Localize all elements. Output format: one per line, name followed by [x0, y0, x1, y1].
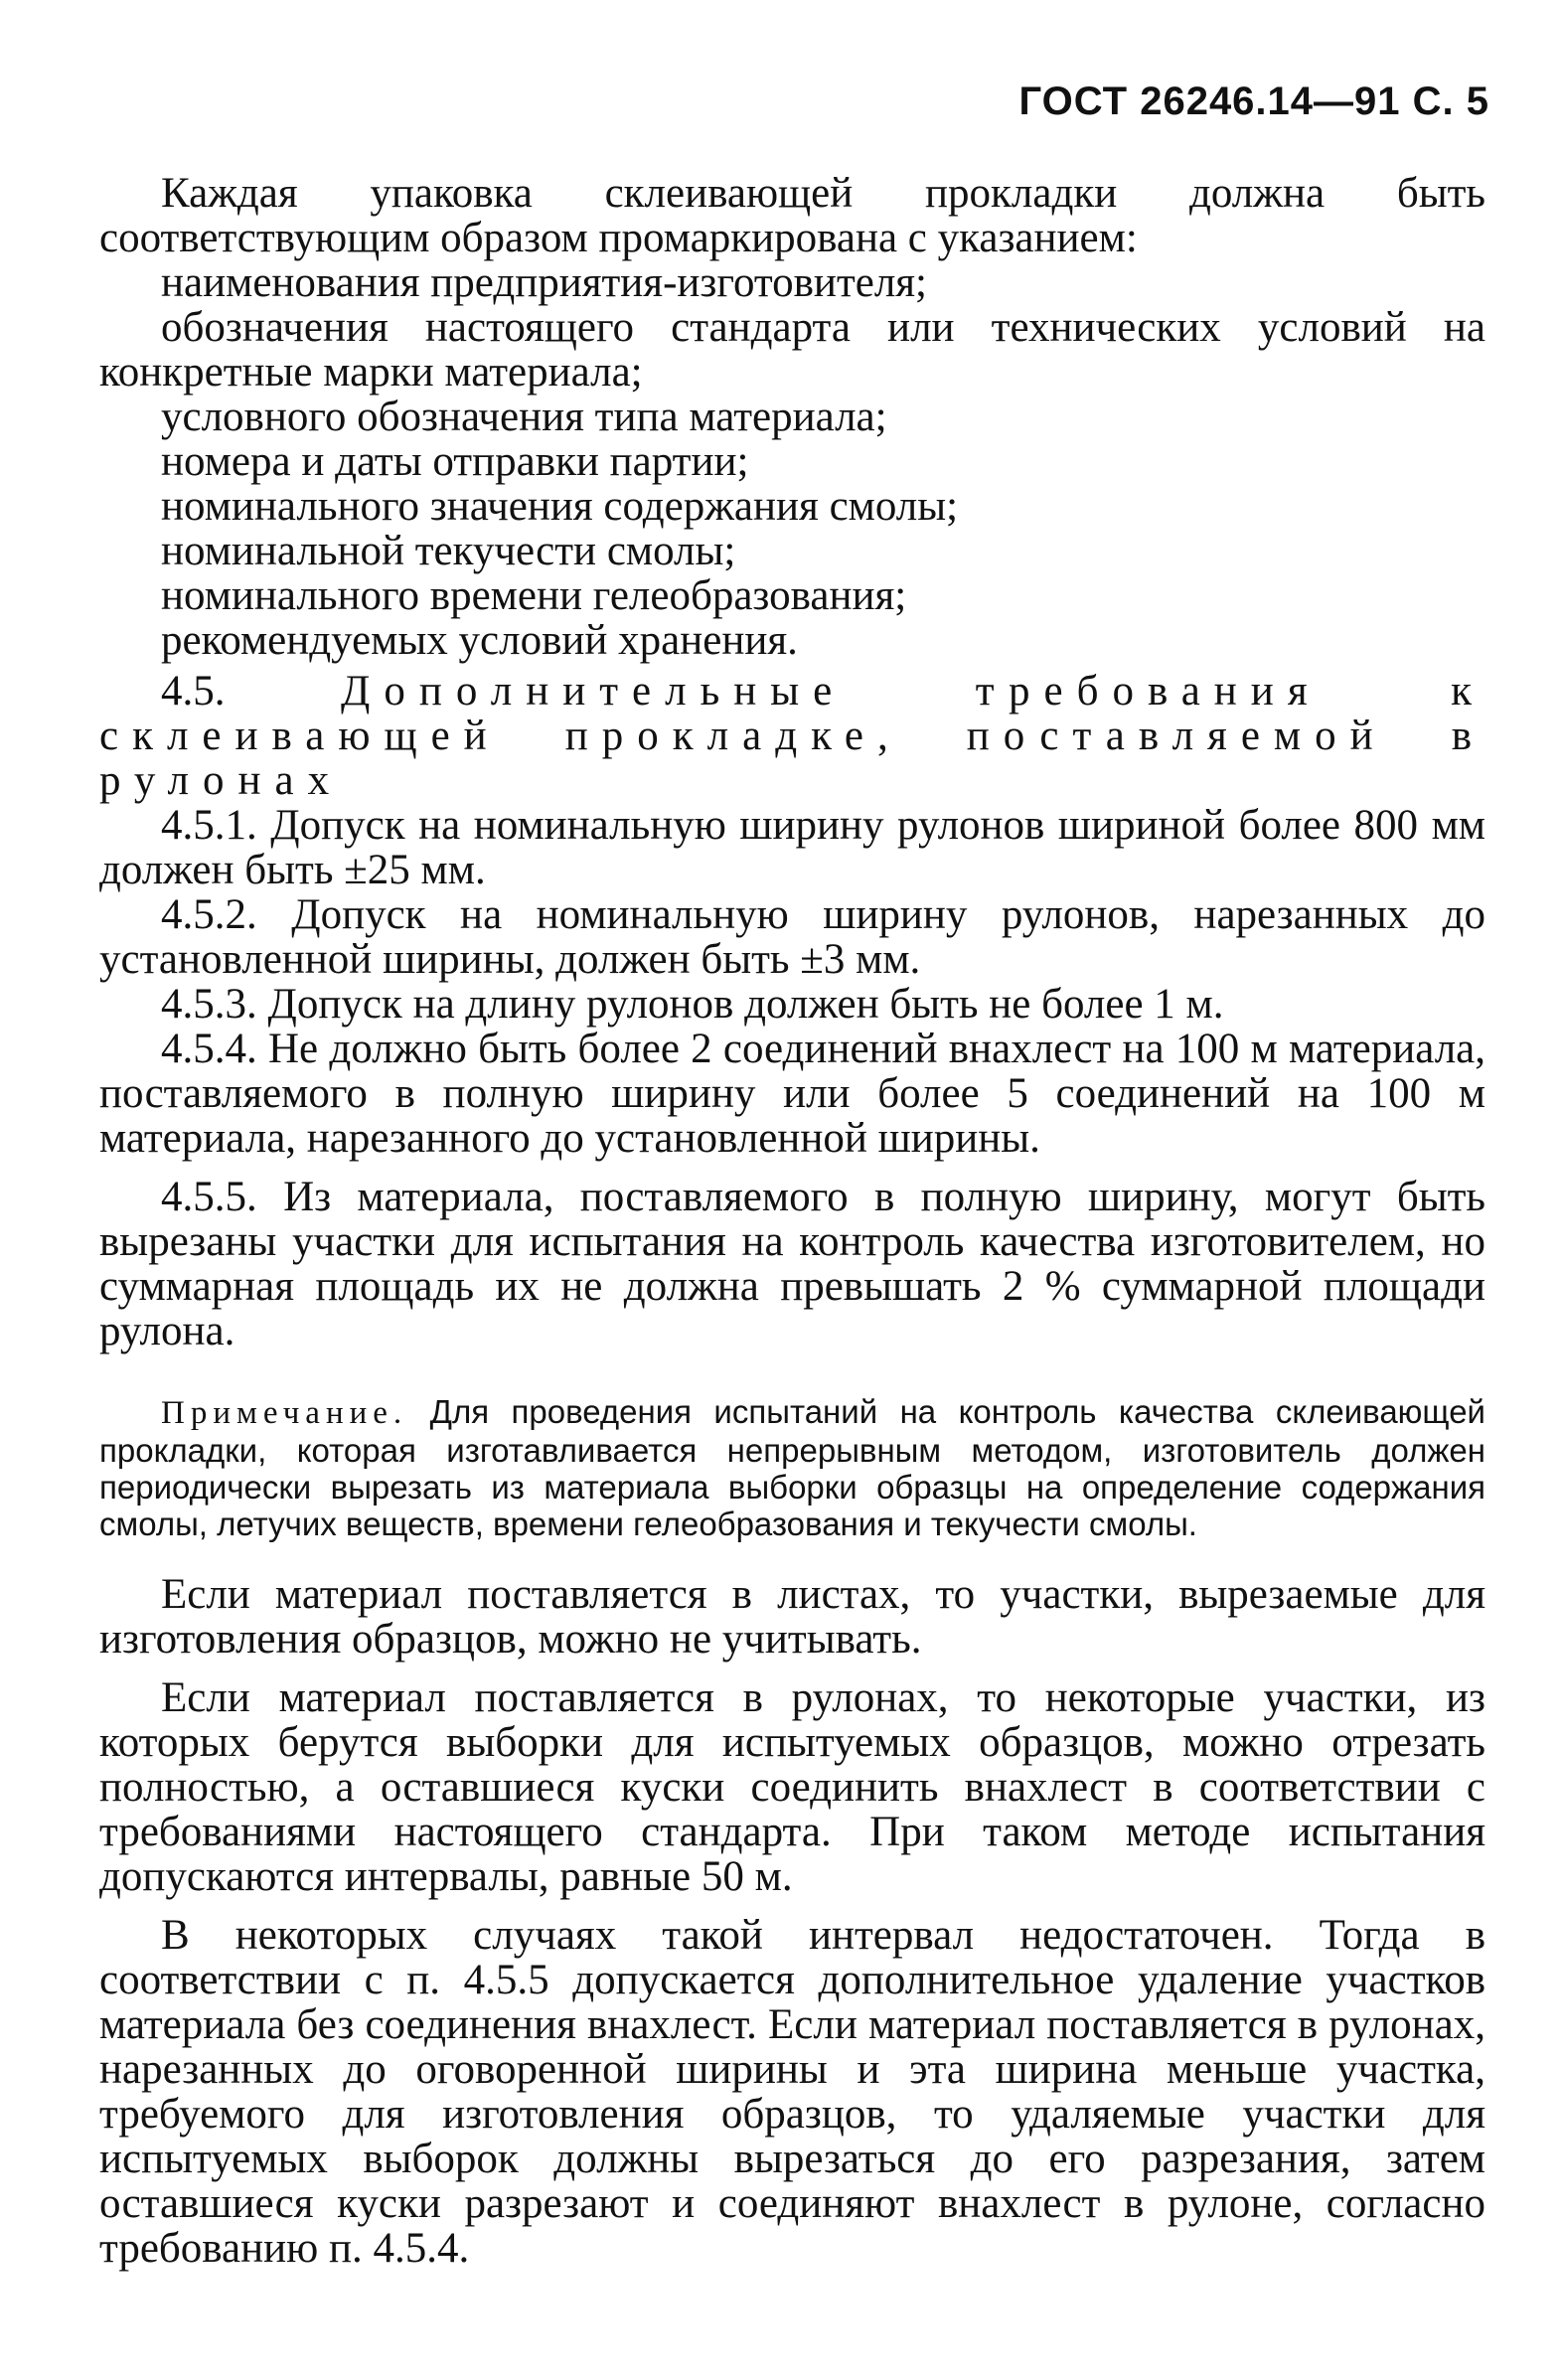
- clause-4-5-2: 4.5.2. Допуск на номинальную ширину рулонов, нарезанных до установленной ширины, должен быть ±3 мм.: [99, 891, 1485, 983]
- clause-4-5-1: 4.5.1. Допуск на номинальную ширину рулонов шириной более 800 мм должен быть ±25 мм.: [99, 802, 1485, 893]
- page-header: ГОСТ 26246.14—91 С. 5: [1018, 79, 1489, 123]
- section-title: Дополнительные требования к склеивающей прокладке, поставляемой в рулонах: [99, 668, 1485, 804]
- list-item: номинальной текучести смолы;: [161, 528, 736, 574]
- list-item: номера и даты отправки партии;: [161, 438, 749, 485]
- note-text: Для проведения испытаний на контроль качества склеивающей прокладки, которая изготавливается непрерывным методом, изготовитель должен периодически вырезать из материала выборки образцы на определение содержания смолы, летучих веществ, времени гелеобразования и текучести смолы.: [99, 1393, 1485, 1542]
- paragraph-sheets: Если материал поставляется в листах, то участки, вырезаемые для изготовления образцов, можно не учитывать.: [99, 1571, 1485, 1663]
- list-item: рекомендуемых условий хранения.: [161, 617, 798, 664]
- paragraph-intervals: В некоторых случаях такой интервал недостаточен. Тогда в соответствии с п. 4.5.5 допускается дополнительное удаление участков материала без соединения внахлест. Если материал поставляется в рулонах, нарезанных до оговоренной ширины и эта ширина меньше участка, требуемого для изготовления образцов, то удаляемые участки для испытуемых выборок должны вырезаться до его разрезания, затем оставшиеся куски разрезают и соединяют внахлест в рулоне, согласно требованию п. 4.5.4.: [99, 1912, 1485, 2272]
- clause-4-5-4: 4.5.4. Не должно быть более 2 соединений внахлест на 100 м материала, поставляемого в полную ширину или более 5 соединений на 100 м материала, нарезанного до установленной ширины.: [99, 1026, 1485, 1162]
- section-number: 4.5.: [161, 668, 226, 714]
- marking-list: [99, 260, 1485, 663]
- section-heading: [99, 669, 1485, 803]
- note-block: [99, 1393, 1485, 1542]
- paragraph-rolls: Если материал поставляется в рулонах, то некоторые участки, из которых берутся выборки для испытуемых образцов, можно отрезать полностью, а оставшиеся куски соединить внахлест в соответствии с требованиями настоящего стандарта. При таком методе испытания допускаются интервалы, равные 50 м.: [99, 1674, 1485, 1900]
- marking-intro: Каждая упаковка склеивающей прокладки должна быть соответствующим образом промаркирована с указанием:: [99, 170, 1485, 261]
- document-body: [99, 171, 1485, 2271]
- list-item: наименования предприятия-изготовителя;: [161, 259, 927, 306]
- list-item: обозначения настоящего стандарта или технических условий на конкретные марки материала;: [99, 304, 1485, 396]
- list-item: номинального времени гелеобразования;: [161, 572, 907, 619]
- clause-4-5-5: 4.5.5. Из материала, поставляемого в полную ширину, могут быть вырезаны участки для испытания на контроль качества изготовителем, но суммарная площадь их не должна превышать 2 % суммарной площади рулона.: [99, 1174, 1485, 1354]
- note-label: Примечание.: [161, 1395, 408, 1431]
- list-item: номинального значения содержания смолы;: [161, 483, 959, 530]
- list-item: условного обозначения типа материала;: [161, 394, 887, 440]
- clause-4-5-3: 4.5.3. Допуск на длину рулонов должен быть не более 1 м.: [161, 981, 1224, 1028]
